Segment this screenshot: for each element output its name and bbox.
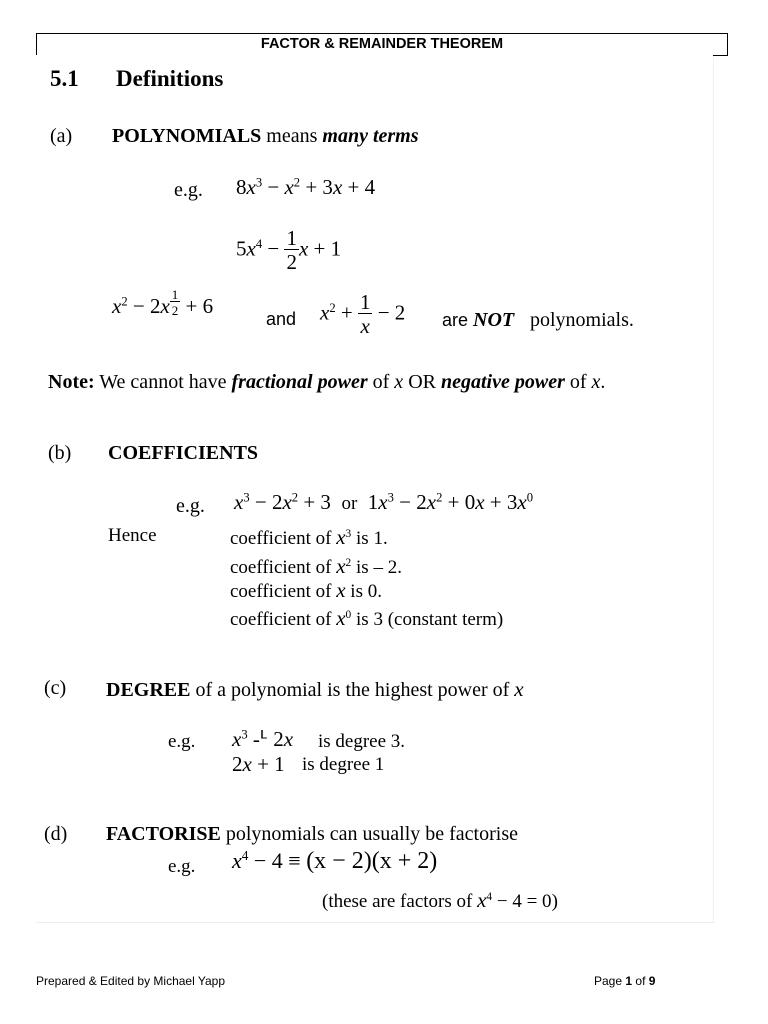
negative-power-text: negative power	[440, 371, 565, 393]
hence-text: Hence	[108, 525, 157, 546]
coefficient-line-3: coefficient of x is 0.	[230, 578, 382, 602]
item-b-label: (b)	[48, 442, 72, 464]
factorise-term: FACTORISE	[106, 823, 221, 845]
factorise-example: $x^4 - 4 \equiv (x - 2)(x + 2)$	[232, 848, 438, 874]
coefficient-example: $x^3 - 2x^2 + 3$ or $1x^3 - 2x^2 + 0x + 3x^0$	[234, 490, 533, 514]
non-polynomial-2: $x^2$ + $\frac{1}{x}$ − 2	[320, 290, 406, 338]
footer-author: Prepared & Edited by Michael Yapp	[36, 974, 226, 988]
item-d-eg: e.g.	[168, 856, 196, 877]
fractional-power-text: fractional power	[231, 371, 368, 393]
section-number: 5.1	[50, 66, 79, 91]
item-a-label: (a)	[50, 125, 73, 147]
item-b-eg: e.g.	[176, 495, 205, 517]
polynomials-word: polynomials.	[530, 309, 634, 331]
polynomials-term: POLYNOMIALS	[112, 125, 262, 147]
note-label: Note:	[48, 371, 95, 393]
many-terms-text: many terms	[322, 125, 419, 147]
degree-example-2: 2x + 1	[232, 752, 285, 776]
item-a-eg: e.g.	[174, 179, 203, 201]
degree-term: DEGREE	[106, 679, 191, 701]
item-c-eg: e.g.	[168, 731, 196, 752]
scan-edge-right	[713, 57, 714, 923]
example-polynomial-2: $5x^4$ − $\frac{1}{2}$ x + 1	[236, 226, 342, 274]
means-text: means	[266, 125, 318, 147]
example-polynomial-1: $8x^3 - x^2 + 3x + 4$	[236, 175, 376, 199]
and-text: and	[266, 309, 297, 329]
item-a-heading	[112, 125, 419, 148]
item-c-label: (c)	[44, 677, 67, 699]
factors-note: (these are factors of $x^4 - 4 = 0$)	[322, 888, 558, 912]
header-title: FACTOR & REMAINDER THEOREM	[260, 36, 504, 52]
degree-example-2-text: is degree 1	[302, 754, 385, 775]
section-title: Definitions	[116, 66, 224, 91]
header-rule-tick	[713, 55, 728, 56]
item-d-label: (d)	[44, 823, 68, 845]
coefficient-line-2: coefficient of $x^2$ is – 2.	[230, 554, 402, 578]
header-rule-top	[36, 33, 728, 34]
coefficient-line-4: coefficient of $x^0$ is 3 (constant term)	[230, 606, 504, 630]
coefficient-line-1: coefficient of $x^3$ is 1.	[230, 525, 388, 549]
coefficients-term: COEFFICIENTS	[108, 442, 259, 464]
degree-definition: DEGREE of a polynomial is the highest power of x	[106, 677, 524, 701]
degree-example-1: $x^3$ -ᒻ 2x	[232, 727, 294, 751]
scan-edge-bottom	[36, 922, 714, 923]
factorise-definition: FACTORISE polynomials can usually be factorise	[106, 823, 518, 845]
footer-page-number: Page 1 of 9	[594, 974, 656, 988]
are-not-text: are NOT	[442, 309, 515, 331]
degree-example-1-text: is degree 3.	[318, 731, 406, 752]
non-polynomial-1: $x^2 - 2x$ $^{\frac{1}{2}}$ + 6	[112, 287, 214, 318]
note-line: Note: We cannot have fractional power of x OR negative power of x.	[48, 371, 606, 393]
